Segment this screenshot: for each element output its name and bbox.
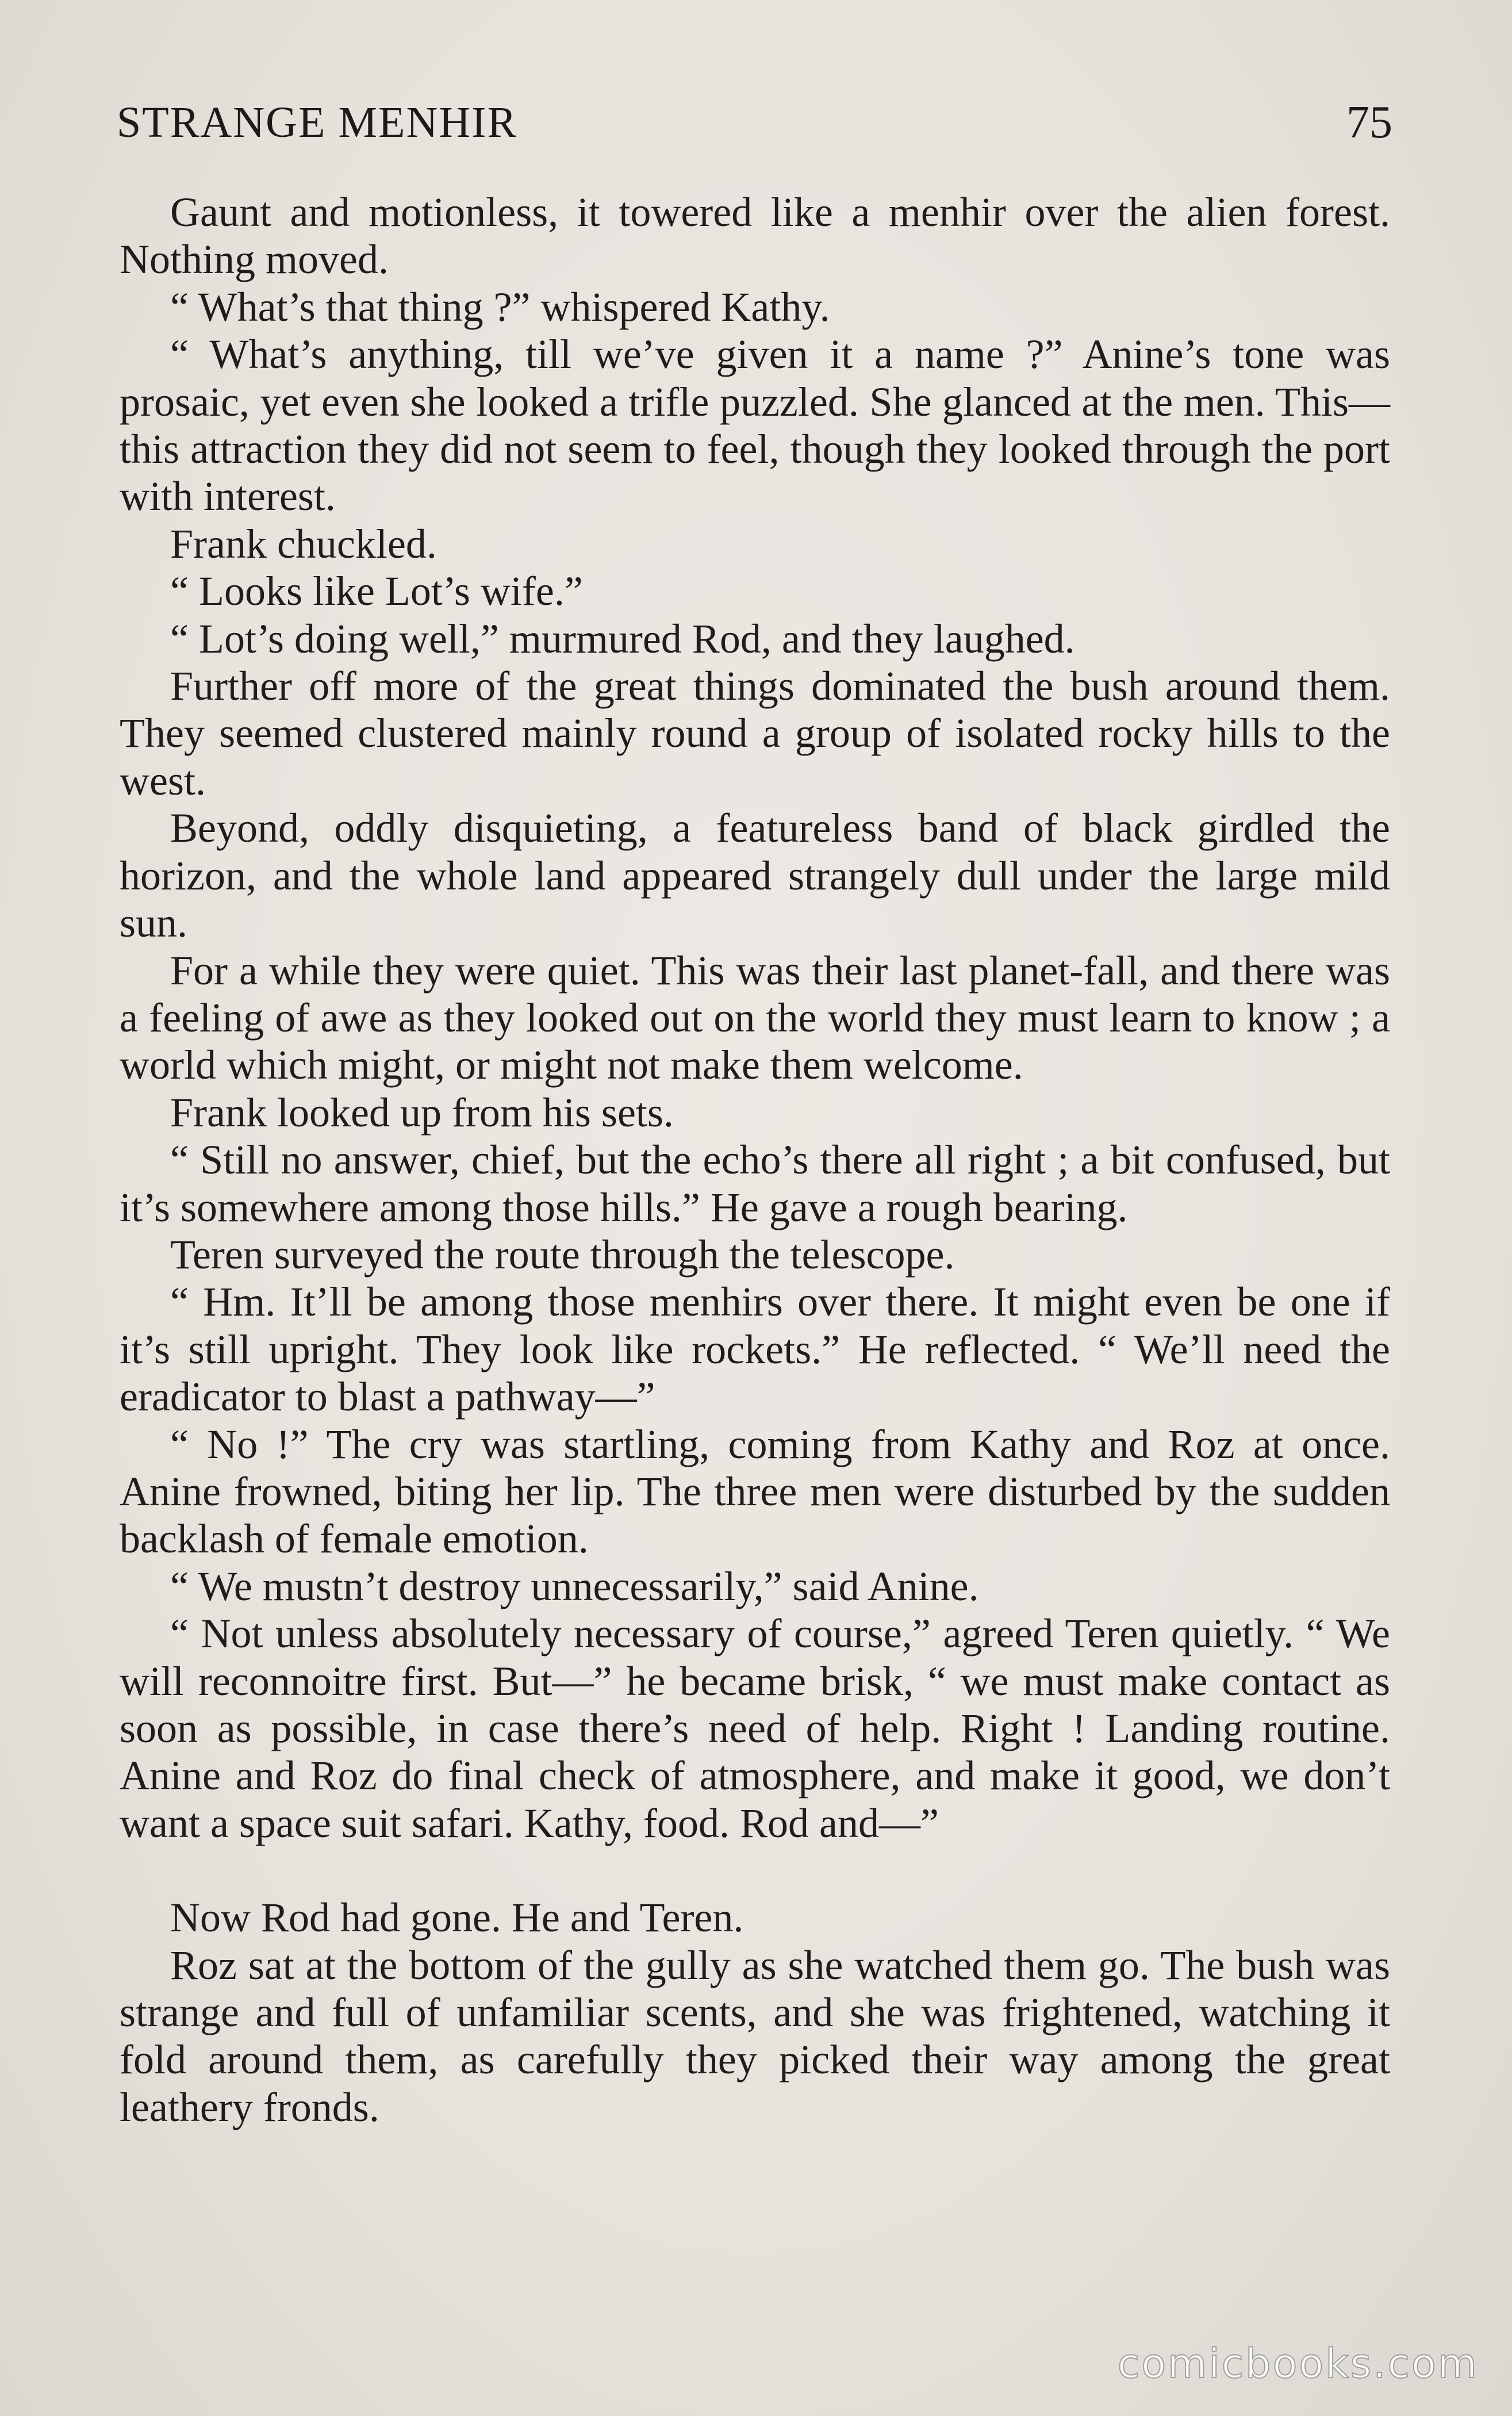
paragraph: Frank looked up from his sets. <box>170 1089 674 1136</box>
paragraph: Beyond, oddly disquieting, a featureless band of black girdled the horizon, and the whole land appeared strangely dull under the large mild sun. <box>120 805 1390 946</box>
paragraph: “ Lot’s doing well,” murmured Rod, and they laughed. <box>170 615 1075 662</box>
body-text <box>120 189 1390 2131</box>
running-head: STRANGE MENHIR <box>117 98 518 147</box>
paragraph: For a while they were quiet. This was their last planet-fall, and there was a feeling of awe as they looked out on the world they must learn to know ; a world which might, or might not make them welcome. <box>120 947 1390 1088</box>
paragraph: Now Rod had gone. He and Teren. <box>170 1895 744 1941</box>
paragraph: Frank chuckled. <box>170 520 437 567</box>
paragraph: Further off more of the great things dominated the bush around them. They seemed clustered mainly round a group of isolated rocky hills to the west. <box>120 663 1390 804</box>
paragraph: “ We mustn’t destroy unnecessarily,” said Anine. <box>170 1563 979 1609</box>
paragraph: “ Hm. It’ll be among those menhirs over there. It might even be one if it’s still upright. They look like rockets.” He reflected. “ We’ll need the eradicator to blast a pathway—” <box>120 1279 1390 1420</box>
paragraph: “ What’s that thing ?” whispered Kathy. <box>170 283 830 330</box>
paragraph: Roz sat at the bottom of the gully as she watched them go. The bush was strange and full of unfamiliar scents, and she was frightened, watching it fold around them, as carefully they picked their way among the great leathery fronds. <box>120 1942 1390 2130</box>
paragraph: “ Not unless absolutely necessary of course,” agreed Teren quietly. “ We will reconnoitre first. But—” he became brisk, “ we must make contact as soon as possible, in case there’s need of help. Right ! Landing routine. Anine and Roz do final check of atmosphere, and make it good, we don’t want a space suit safari. Kathy, food. Rod and—” <box>120 1610 1390 1846</box>
watermark: comicbooks.com <box>1117 2340 1479 2387</box>
paragraph: “ Looks like Lot’s wife.” <box>170 568 583 615</box>
paragraph: Gaunt and motionless, it towered like a menhir over the alien forest. Nothing moved. <box>120 189 1390 283</box>
section-break <box>120 1847 1390 1894</box>
paragraph: Teren surveyed the route through the telescope. <box>170 1231 955 1278</box>
page-header <box>117 91 1392 154</box>
paragraph: “ No !” The cry was startling, coming from Kathy and Roz at once. Anine frowned, biting her lip. The three men were disturbed by the sudden backlash of female emotion. <box>120 1421 1390 1562</box>
paragraph: “ What’s anything, till we’ve given it a name ?” Anine’s tone was prosaic, yet even she looked a trifle puzzled. She glanced at the men. This—this attraction they did not seem to feel, though they looked through the port with interest. <box>120 331 1390 520</box>
paragraph: “ Still no answer, chief, but the echo’s there all right ; a bit confused, but it’s somewhere among those hills.” He gave a rough bearing. <box>120 1137 1390 1230</box>
page-number: 75 <box>1346 97 1392 148</box>
